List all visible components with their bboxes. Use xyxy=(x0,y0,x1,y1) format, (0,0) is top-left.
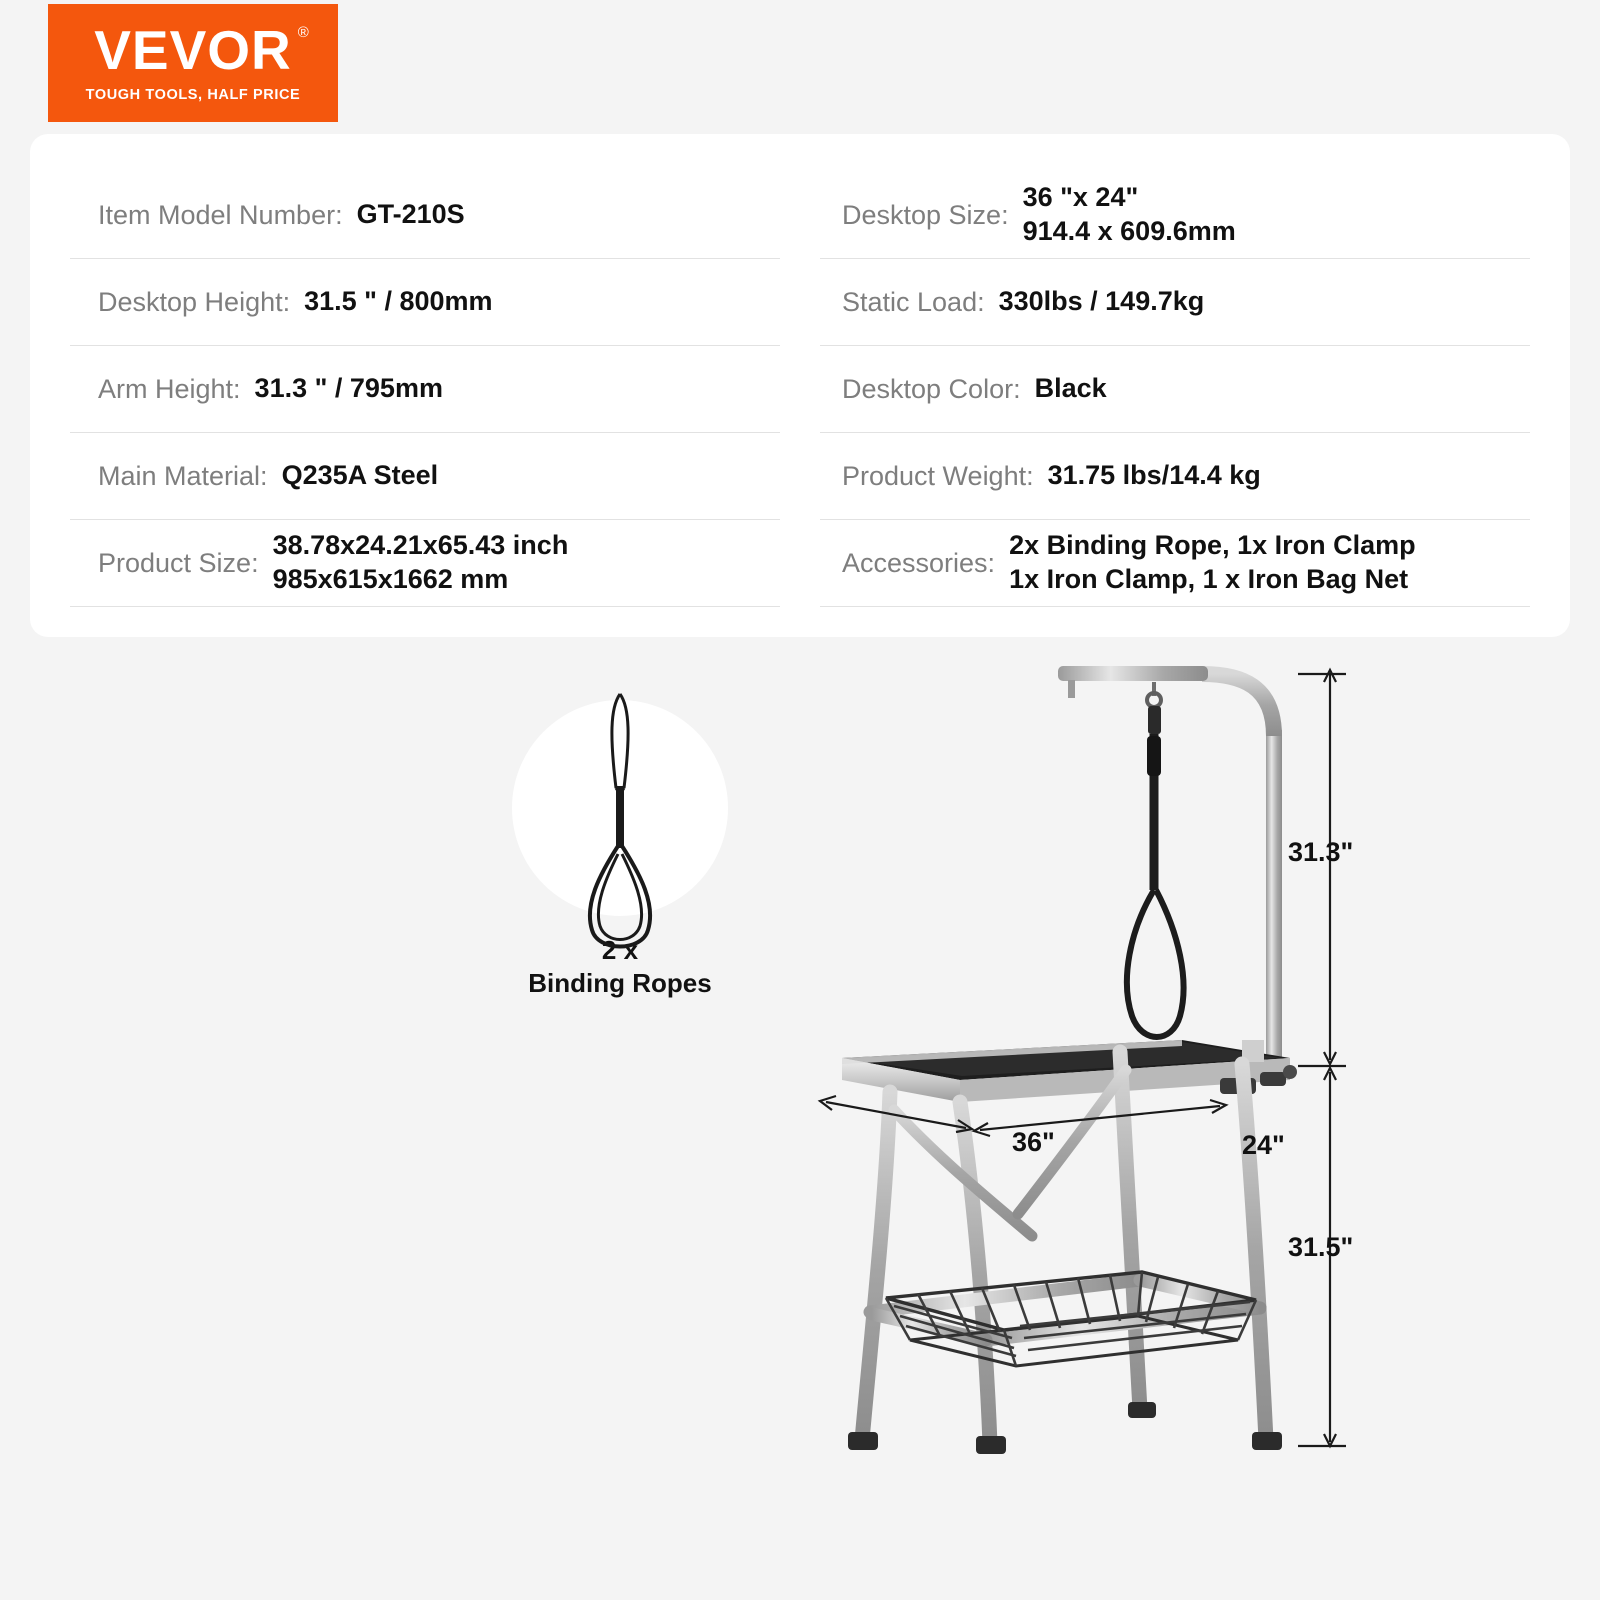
spec-label: Main Material: xyxy=(98,460,268,491)
spec-value xyxy=(273,529,569,597)
spec-label: Accessories: xyxy=(842,547,996,578)
spec-value: Q235A Steel xyxy=(281,460,439,491)
spec-value xyxy=(1023,181,1236,249)
spec-label: Item Model Number: xyxy=(98,199,343,230)
spec-row xyxy=(70,520,780,607)
rope-disc-background xyxy=(512,700,728,916)
spec-label: Static Load: xyxy=(842,286,985,317)
spec-row xyxy=(70,346,780,433)
spec-row xyxy=(70,259,780,346)
spec-row xyxy=(820,172,1530,259)
spec-value xyxy=(1009,529,1416,597)
spec-value-line1: 2x Binding Rope, 1x Iron Clamp xyxy=(1009,530,1416,561)
table-legs xyxy=(862,1052,1266,1444)
spec-value: 330lbs / 149.7kg xyxy=(998,286,1205,317)
spec-row xyxy=(820,520,1530,607)
brand-name-text: VEVOR xyxy=(94,19,292,81)
spec-value-line2: 914.4 x 609.6mm xyxy=(1022,216,1236,246)
binding-rope-figure xyxy=(500,700,740,999)
binding-rope-icon xyxy=(512,668,728,968)
grooming-table-illustration xyxy=(790,640,1580,1570)
rope-caption-line1: 2 x xyxy=(601,935,639,965)
spec-row xyxy=(70,172,780,259)
spec-label: Arm Height: xyxy=(98,373,241,404)
spec-value-line1: 36 "x 24" xyxy=(1022,182,1139,213)
spec-label: Product Weight: xyxy=(842,460,1034,491)
grooming-arm xyxy=(1058,666,1282,1060)
spec-value: Black xyxy=(1034,373,1107,404)
spec-row xyxy=(820,433,1530,520)
spec-value-line2: 985x615x1662 mm xyxy=(272,564,509,594)
spec-value-line2: 1x Iron Clamp, 1 x Iron Bag Net xyxy=(1009,564,1409,594)
dimension-arm-height: 31.3" xyxy=(1288,837,1354,867)
brand-name xyxy=(94,19,310,81)
spec-column-right xyxy=(820,172,1530,607)
brand-tagline: TOUGH TOOLS, HALF PRICE xyxy=(85,87,301,103)
spec-row xyxy=(820,346,1530,433)
hanging-noose-rope xyxy=(1127,706,1184,1037)
grooming-table-figure xyxy=(790,640,1580,1570)
dimension-width: 36" xyxy=(1012,1127,1055,1157)
spec-row xyxy=(820,259,1530,346)
rope-caption-line2: Binding Ropes xyxy=(528,967,712,998)
specification-card xyxy=(30,134,1570,637)
spec-column-left xyxy=(70,172,780,607)
spec-value: 31.75 lbs/14.4 kg xyxy=(1047,460,1261,491)
spec-label: Desktop Color: xyxy=(842,373,1021,404)
spec-row xyxy=(70,433,780,520)
spec-label: Product Size: xyxy=(98,547,259,578)
spec-value: 31.5 " / 800mm xyxy=(304,286,493,317)
spec-label: Desktop Height: xyxy=(98,286,291,317)
spec-label: Desktop Size: xyxy=(842,199,1009,230)
table-feet xyxy=(848,1402,1282,1454)
dimension-desktop-height: 31.5" xyxy=(1288,1232,1354,1262)
registered-trademark-icon: ® xyxy=(297,24,310,41)
brand-badge xyxy=(48,4,338,122)
spec-value: GT-210S xyxy=(356,199,465,230)
spec-value-line1: 38.78x24.21x65.43 inch xyxy=(272,530,569,561)
spec-value: 31.3 " / 795mm xyxy=(254,373,443,404)
dimension-depth: 24" xyxy=(1242,1130,1285,1160)
